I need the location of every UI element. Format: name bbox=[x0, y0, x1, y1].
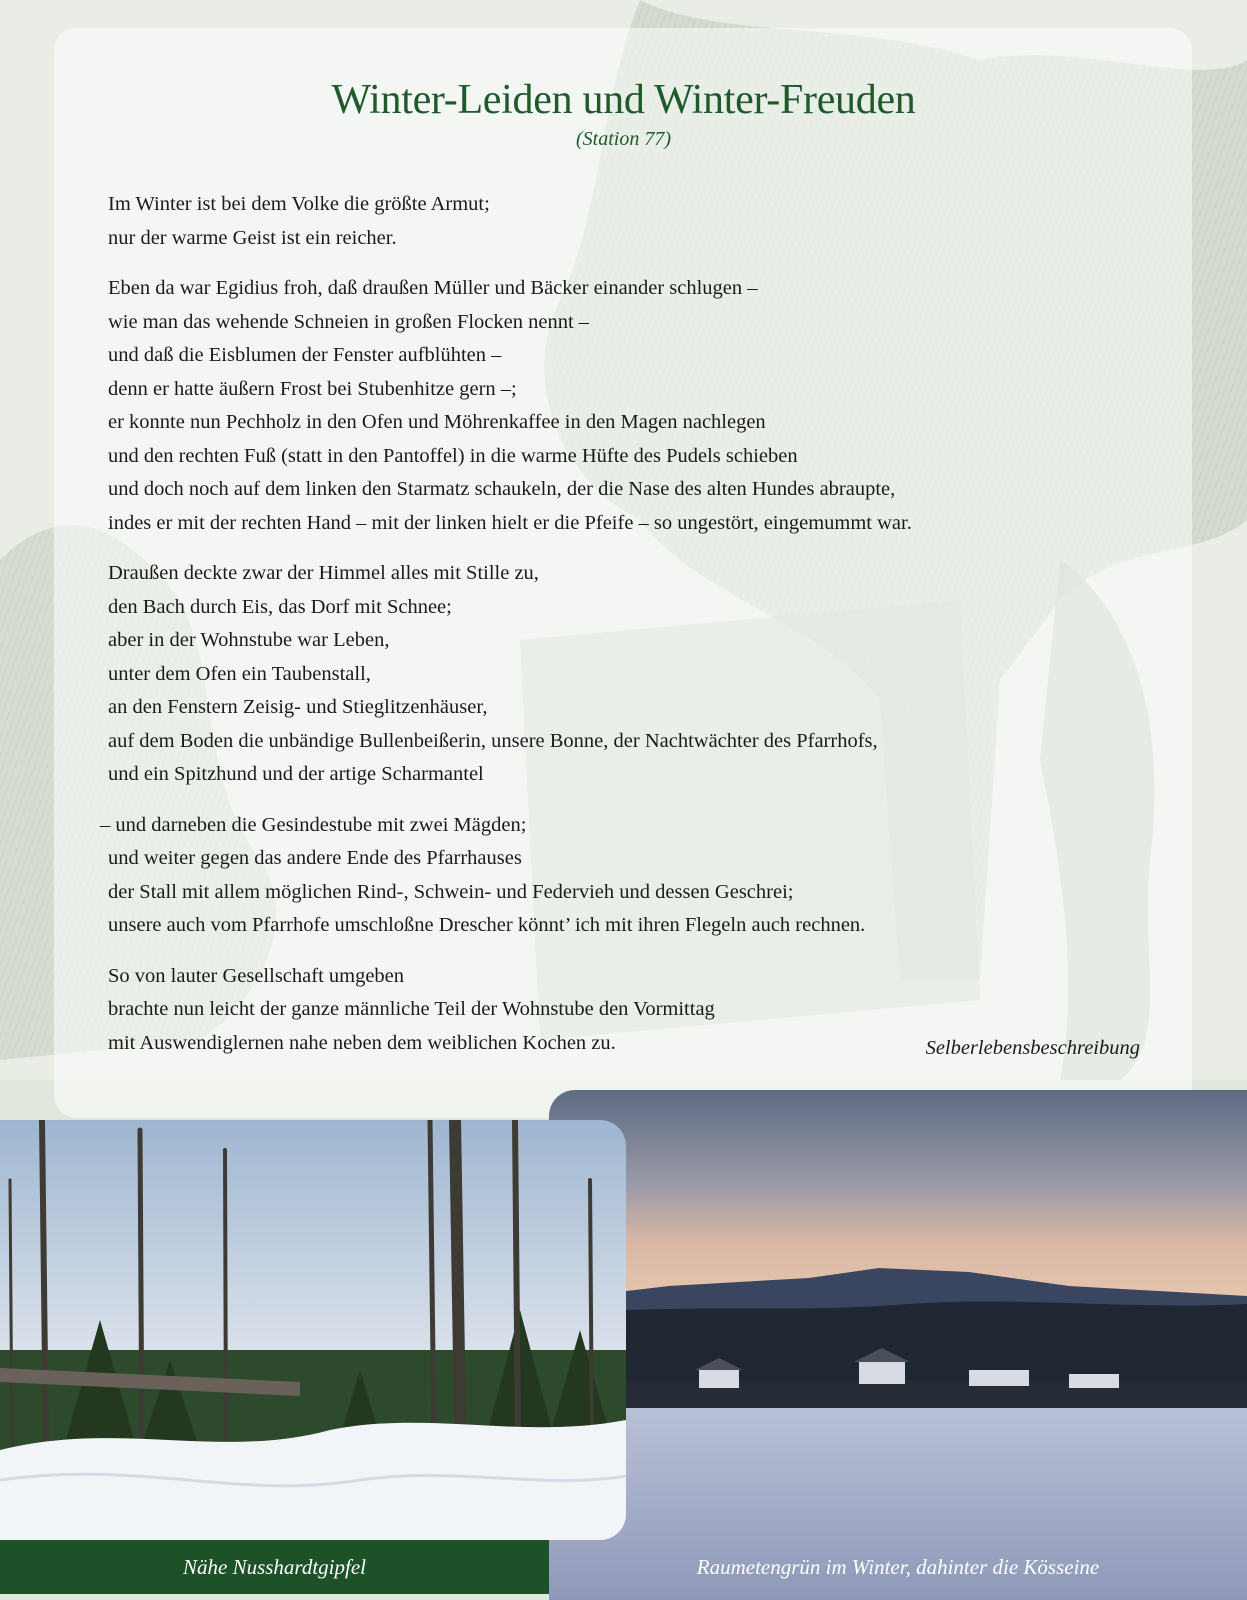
text-line: er konnte nun Pechholz in den Ofen und Möhrenkaffee in den Magen nachlegen bbox=[108, 411, 766, 433]
text-line: Eben da war Egidius froh, daß draußen Müller und Bäcker einander schlugen – bbox=[108, 277, 758, 299]
text-line: mit Auswendiglernen nahe neben dem weiblichen Kochen zu. bbox=[108, 1031, 616, 1054]
text-line: wie man das wehende Schneien in großen Flocken nennt – bbox=[108, 310, 590, 333]
text-line: aber in der Wohnstube war Leben, bbox=[108, 629, 390, 651]
caption-left-text: Nähe Nusshardtgipfel bbox=[183, 1554, 366, 1579]
text-line: Draußen deckte zwar der Himmel alles mit Stille zu, bbox=[108, 562, 539, 584]
text-line: brachte nun leicht der ganze männliche Teil der Wohnstube den Vormittag bbox=[108, 998, 715, 1020]
poem-body bbox=[100, 188, 1148, 1077]
source-attribution: Selberlebensbeschreibung bbox=[925, 1037, 1140, 1059]
photo-winter-landscape bbox=[549, 1090, 1247, 1600]
text-line: denn er hatte äußern Frost bei Stubenhitze gern –; bbox=[108, 377, 517, 400]
page-subtitle: (Station 77) bbox=[576, 128, 671, 150]
text-line: auf dem Boden die unbändige Bullenbeißerin, unsere Bonne, der Nachtwächter des Pfarrhofs, bbox=[108, 729, 878, 752]
text-line: und doch noch auf dem linken den Starmatz schaukeln, der die Nase des alten Hundes abraupte, bbox=[108, 478, 896, 500]
stanza-2 bbox=[108, 272, 1148, 540]
text-line: – und darneben die Gesindestube mit zwei Mägden; bbox=[100, 813, 527, 836]
text-line: indes er mit der rechten Hand – mit der linken hielt er die Pfeife – so ungestört, eingemummt war. bbox=[108, 511, 912, 534]
text-line: Im Winter ist bei dem Volke die größte Armut; bbox=[108, 193, 490, 215]
page-title: Winter-Leiden und Winter-Freuden bbox=[331, 77, 916, 123]
text-line: und weiter gegen das andere Ende des Pfarrhauses bbox=[108, 847, 522, 869]
text-line: an den Fenstern Zeisig- und Stieglitzenhäuser, bbox=[108, 696, 488, 718]
photo-snowy-forest bbox=[0, 1120, 626, 1540]
caption-right-photo bbox=[549, 1540, 1247, 1594]
stanza-3 bbox=[108, 557, 1148, 792]
caption-left-photo bbox=[0, 1540, 549, 1594]
text-line: So von lauter Gesellschaft umgeben bbox=[108, 964, 405, 987]
caption-right-text: Raumetengrün im Winter, dahinter die Kösseine bbox=[696, 1554, 1100, 1579]
text-line: unsere auch vom Pfarrhofe umschloßne Drescher könnt’ ich mit ihren Flegeln auch rechnen. bbox=[108, 914, 866, 936]
stanza-1 bbox=[108, 188, 1148, 255]
text-line: und den rechten Fuß (statt in den Pantoffel) in die warme Hüfte des Pudels schieben bbox=[108, 444, 798, 467]
text-line: und daß die Eisblumen der Fenster aufblühten – bbox=[108, 344, 502, 366]
text-line: unter dem Ofen ein Taubenstall, bbox=[108, 662, 371, 685]
text-line: nur der warme Geist ist ein reicher. bbox=[108, 226, 397, 249]
text-line: der Stall mit allem möglichen Rind-, Schwein- und Federvieh und dessen Geschrei; bbox=[108, 880, 794, 903]
text-line: und ein Spitzhund und der artige Scharmantel bbox=[108, 763, 484, 785]
text-line: den Bach durch Eis, das Dorf mit Schnee; bbox=[108, 595, 452, 618]
stanza-4 bbox=[100, 809, 1148, 943]
